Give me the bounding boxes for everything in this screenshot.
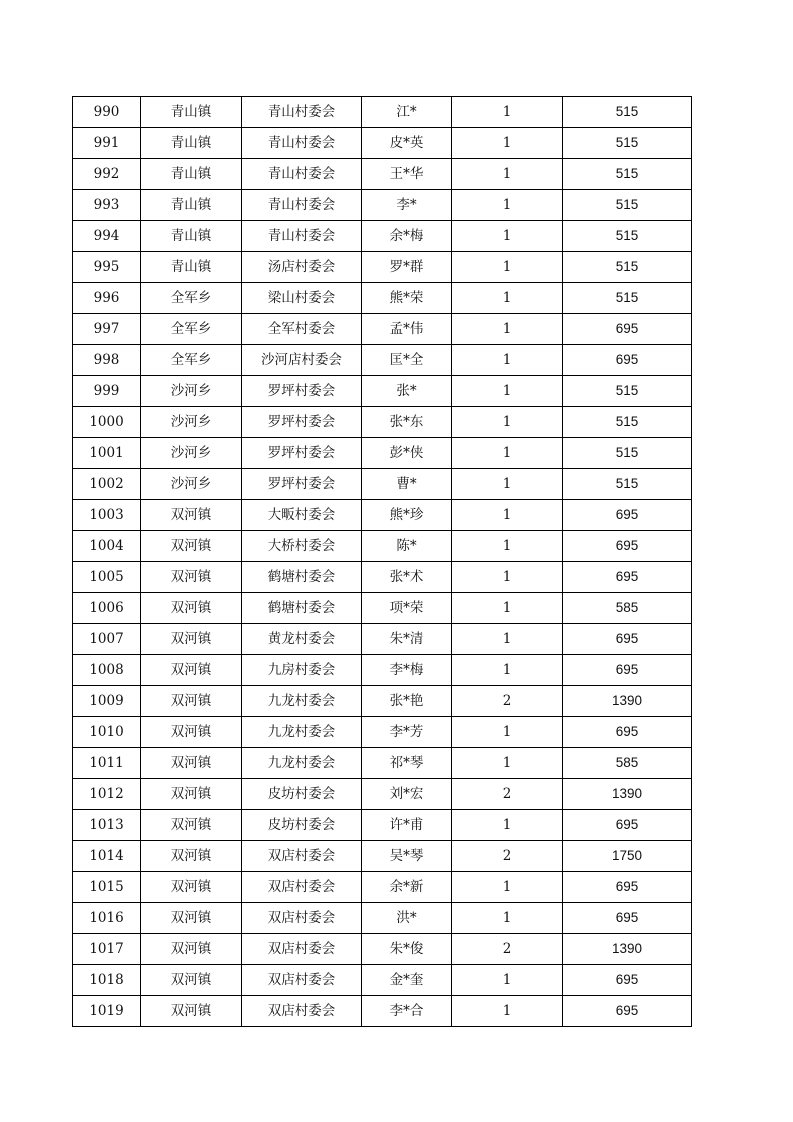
- village-committee-cell: 青山村委会: [242, 128, 362, 159]
- person-name-cell: 陈*: [362, 531, 452, 562]
- table-row: [73, 97, 692, 128]
- count-cell: 1: [452, 903, 563, 934]
- person-name-cell: 熊*珍: [362, 500, 452, 531]
- person-name-cell: 王*华: [362, 159, 452, 190]
- township-cell: 青山镇: [141, 190, 242, 221]
- amount-cell: 515: [563, 252, 692, 283]
- count-cell: 2: [452, 686, 563, 717]
- person-name-cell: 洪*: [362, 903, 452, 934]
- count-cell: 1: [452, 748, 563, 779]
- amount-cell: 695: [563, 500, 692, 531]
- township-cell: 沙河乡: [141, 438, 242, 469]
- person-name-cell: 李*合: [362, 996, 452, 1027]
- township-cell: 双河镇: [141, 903, 242, 934]
- table-row: [73, 345, 692, 376]
- row-number-cell: 991: [73, 128, 141, 159]
- count-cell: 1: [452, 717, 563, 748]
- amount-cell: 515: [563, 407, 692, 438]
- village-committee-cell: 皮坊村委会: [242, 779, 362, 810]
- township-cell: 双河镇: [141, 624, 242, 655]
- township-cell: 双河镇: [141, 841, 242, 872]
- table-row: [73, 190, 692, 221]
- table-row: [73, 810, 692, 841]
- township-cell: 双河镇: [141, 779, 242, 810]
- row-number-cell: 1013: [73, 810, 141, 841]
- amount-cell: 515: [563, 438, 692, 469]
- count-cell: 2: [452, 841, 563, 872]
- table-row: [73, 562, 692, 593]
- row-number-cell: 1000: [73, 407, 141, 438]
- count-cell: 1: [452, 593, 563, 624]
- amount-cell: 1390: [563, 934, 692, 965]
- count-cell: 1: [452, 283, 563, 314]
- person-name-cell: 项*荣: [362, 593, 452, 624]
- village-committee-cell: 青山村委会: [242, 97, 362, 128]
- count-cell: 1: [452, 345, 563, 376]
- row-number-cell: 1002: [73, 469, 141, 500]
- row-number-cell: 999: [73, 376, 141, 407]
- amount-cell: 1390: [563, 779, 692, 810]
- count-cell: 1: [452, 407, 563, 438]
- township-cell: 双河镇: [141, 934, 242, 965]
- village-committee-cell: 九龙村委会: [242, 686, 362, 717]
- table-row: [73, 686, 692, 717]
- township-cell: 双河镇: [141, 996, 242, 1027]
- township-cell: 双河镇: [141, 500, 242, 531]
- count-cell: 1: [452, 810, 563, 841]
- person-name-cell: 张*艳: [362, 686, 452, 717]
- township-cell: 双河镇: [141, 655, 242, 686]
- count-cell: 1: [452, 128, 563, 159]
- table-row: [73, 128, 692, 159]
- amount-cell: 515: [563, 283, 692, 314]
- count-cell: 2: [452, 934, 563, 965]
- table-row: [73, 593, 692, 624]
- village-committee-cell: 青山村委会: [242, 190, 362, 221]
- person-name-cell: 李*梅: [362, 655, 452, 686]
- township-cell: 双河镇: [141, 810, 242, 841]
- table-row: [73, 748, 692, 779]
- row-number-cell: 997: [73, 314, 141, 345]
- count-cell: 1: [452, 531, 563, 562]
- row-number-cell: 1001: [73, 438, 141, 469]
- amount-cell: 585: [563, 593, 692, 624]
- table-row: [73, 934, 692, 965]
- row-number-cell: 1018: [73, 965, 141, 996]
- township-cell: 青山镇: [141, 252, 242, 283]
- village-committee-cell: 九龙村委会: [242, 717, 362, 748]
- person-name-cell: 李*: [362, 190, 452, 221]
- village-committee-cell: 九房村委会: [242, 655, 362, 686]
- amount-cell: 515: [563, 97, 692, 128]
- village-committee-cell: 青山村委会: [242, 221, 362, 252]
- table-row: [73, 872, 692, 903]
- village-committee-cell: 罗坪村委会: [242, 407, 362, 438]
- village-committee-cell: 鹤塘村委会: [242, 562, 362, 593]
- amount-cell: 515: [563, 159, 692, 190]
- village-committee-cell: 鹤塘村委会: [242, 593, 362, 624]
- row-number-cell: 1012: [73, 779, 141, 810]
- amount-cell: 515: [563, 221, 692, 252]
- row-number-cell: 990: [73, 97, 141, 128]
- amount-cell: 515: [563, 190, 692, 221]
- row-number-cell: 1010: [73, 717, 141, 748]
- amount-cell: 695: [563, 655, 692, 686]
- person-name-cell: 祁*琴: [362, 748, 452, 779]
- table-row: [73, 221, 692, 252]
- row-number-cell: 1019: [73, 996, 141, 1027]
- township-cell: 沙河乡: [141, 407, 242, 438]
- village-committee-cell: 汤店村委会: [242, 252, 362, 283]
- amount-cell: 695: [563, 810, 692, 841]
- township-cell: 双河镇: [141, 562, 242, 593]
- count-cell: 1: [452, 965, 563, 996]
- amount-cell: 695: [563, 624, 692, 655]
- table-row: [73, 314, 692, 345]
- table-row: [73, 841, 692, 872]
- township-cell: 青山镇: [141, 128, 242, 159]
- count-cell: 1: [452, 97, 563, 128]
- row-number-cell: 992: [73, 159, 141, 190]
- village-committee-cell: 九龙村委会: [242, 748, 362, 779]
- person-name-cell: 孟*伟: [362, 314, 452, 345]
- table-body: [73, 97, 692, 1027]
- count-cell: 1: [452, 252, 563, 283]
- village-committee-cell: 双店村委会: [242, 903, 362, 934]
- township-cell: 青山镇: [141, 221, 242, 252]
- table-row: [73, 903, 692, 934]
- person-name-cell: 皮*英: [362, 128, 452, 159]
- person-name-cell: 匡*全: [362, 345, 452, 376]
- row-number-cell: 1017: [73, 934, 141, 965]
- township-cell: 沙河乡: [141, 376, 242, 407]
- row-number-cell: 994: [73, 221, 141, 252]
- amount-cell: 585: [563, 748, 692, 779]
- township-cell: 双河镇: [141, 717, 242, 748]
- township-cell: 双河镇: [141, 531, 242, 562]
- amount-cell: 515: [563, 376, 692, 407]
- count-cell: 1: [452, 314, 563, 345]
- amount-cell: 695: [563, 903, 692, 934]
- person-name-cell: 金*奎: [362, 965, 452, 996]
- person-name-cell: 张*: [362, 376, 452, 407]
- row-number-cell: 1011: [73, 748, 141, 779]
- village-committee-cell: 大桥村委会: [242, 531, 362, 562]
- person-name-cell: 彭*侠: [362, 438, 452, 469]
- person-name-cell: 张*东: [362, 407, 452, 438]
- person-name-cell: 朱*清: [362, 624, 452, 655]
- person-name-cell: 吴*琴: [362, 841, 452, 872]
- data-table: [72, 96, 692, 1027]
- person-name-cell: 朱*俊: [362, 934, 452, 965]
- amount-cell: 695: [563, 965, 692, 996]
- row-number-cell: 1014: [73, 841, 141, 872]
- village-committee-cell: 黄龙村委会: [242, 624, 362, 655]
- count-cell: 2: [452, 779, 563, 810]
- village-committee-cell: 双店村委会: [242, 934, 362, 965]
- amount-cell: 695: [563, 872, 692, 903]
- count-cell: 1: [452, 996, 563, 1027]
- village-committee-cell: 罗坪村委会: [242, 438, 362, 469]
- person-name-cell: 江*: [362, 97, 452, 128]
- row-number-cell: 1015: [73, 872, 141, 903]
- village-committee-cell: 双店村委会: [242, 965, 362, 996]
- village-committee-cell: 青山村委会: [242, 159, 362, 190]
- row-number-cell: 1004: [73, 531, 141, 562]
- count-cell: 1: [452, 469, 563, 500]
- person-name-cell: 曹*: [362, 469, 452, 500]
- person-name-cell: 余*新: [362, 872, 452, 903]
- village-committee-cell: 沙河店村委会: [242, 345, 362, 376]
- township-cell: 双河镇: [141, 872, 242, 903]
- amount-cell: 695: [563, 562, 692, 593]
- row-number-cell: 1003: [73, 500, 141, 531]
- amount-cell: 695: [563, 314, 692, 345]
- township-cell: 双河镇: [141, 593, 242, 624]
- table-row: [73, 159, 692, 190]
- table-row: [73, 376, 692, 407]
- count-cell: 1: [452, 872, 563, 903]
- township-cell: 青山镇: [141, 97, 242, 128]
- row-number-cell: 998: [73, 345, 141, 376]
- township-cell: 全军乡: [141, 314, 242, 345]
- amount-cell: 515: [563, 469, 692, 500]
- township-cell: 沙河乡: [141, 469, 242, 500]
- village-committee-cell: 梁山村委会: [242, 283, 362, 314]
- row-number-cell: 1016: [73, 903, 141, 934]
- amount-cell: 1750: [563, 841, 692, 872]
- village-committee-cell: 皮坊村委会: [242, 810, 362, 841]
- person-name-cell: 刘*宏: [362, 779, 452, 810]
- count-cell: 1: [452, 159, 563, 190]
- count-cell: 1: [452, 376, 563, 407]
- village-committee-cell: 双店村委会: [242, 872, 362, 903]
- count-cell: 1: [452, 500, 563, 531]
- table-row: [73, 438, 692, 469]
- count-cell: 1: [452, 562, 563, 593]
- person-name-cell: 罗*群: [362, 252, 452, 283]
- village-committee-cell: 双店村委会: [242, 841, 362, 872]
- table-row: [73, 996, 692, 1027]
- count-cell: 1: [452, 221, 563, 252]
- table-row: [73, 655, 692, 686]
- amount-cell: 1390: [563, 686, 692, 717]
- person-name-cell: 熊*荣: [362, 283, 452, 314]
- village-committee-cell: 罗坪村委会: [242, 469, 362, 500]
- row-number-cell: 1006: [73, 593, 141, 624]
- table-row: [73, 624, 692, 655]
- count-cell: 1: [452, 190, 563, 221]
- row-number-cell: 1005: [73, 562, 141, 593]
- row-number-cell: 1008: [73, 655, 141, 686]
- amount-cell: 695: [563, 345, 692, 376]
- township-cell: 双河镇: [141, 965, 242, 996]
- table-row: [73, 407, 692, 438]
- township-cell: 全军乡: [141, 345, 242, 376]
- row-number-cell: 1007: [73, 624, 141, 655]
- table-row: [73, 469, 692, 500]
- amount-cell: 695: [563, 717, 692, 748]
- township-cell: 青山镇: [141, 159, 242, 190]
- person-name-cell: 余*梅: [362, 221, 452, 252]
- amount-cell: 695: [563, 531, 692, 562]
- person-name-cell: 张*术: [362, 562, 452, 593]
- count-cell: 1: [452, 438, 563, 469]
- row-number-cell: 996: [73, 283, 141, 314]
- table-row: [73, 531, 692, 562]
- count-cell: 1: [452, 624, 563, 655]
- village-committee-cell: 双店村委会: [242, 996, 362, 1027]
- count-cell: 1: [452, 655, 563, 686]
- person-name-cell: 李*芳: [362, 717, 452, 748]
- amount-cell: 695: [563, 996, 692, 1027]
- table-row: [73, 252, 692, 283]
- table-row: [73, 717, 692, 748]
- village-committee-cell: 大畈村委会: [242, 500, 362, 531]
- table-row: [73, 779, 692, 810]
- village-committee-cell: 全军村委会: [242, 314, 362, 345]
- row-number-cell: 1009: [73, 686, 141, 717]
- village-committee-cell: 罗坪村委会: [242, 376, 362, 407]
- amount-cell: 515: [563, 128, 692, 159]
- row-number-cell: 993: [73, 190, 141, 221]
- table-row: [73, 965, 692, 996]
- row-number-cell: 995: [73, 252, 141, 283]
- person-name-cell: 许*甫: [362, 810, 452, 841]
- table-row: [73, 283, 692, 314]
- table-row: [73, 500, 692, 531]
- township-cell: 双河镇: [141, 748, 242, 779]
- township-cell: 全军乡: [141, 283, 242, 314]
- township-cell: 双河镇: [141, 686, 242, 717]
